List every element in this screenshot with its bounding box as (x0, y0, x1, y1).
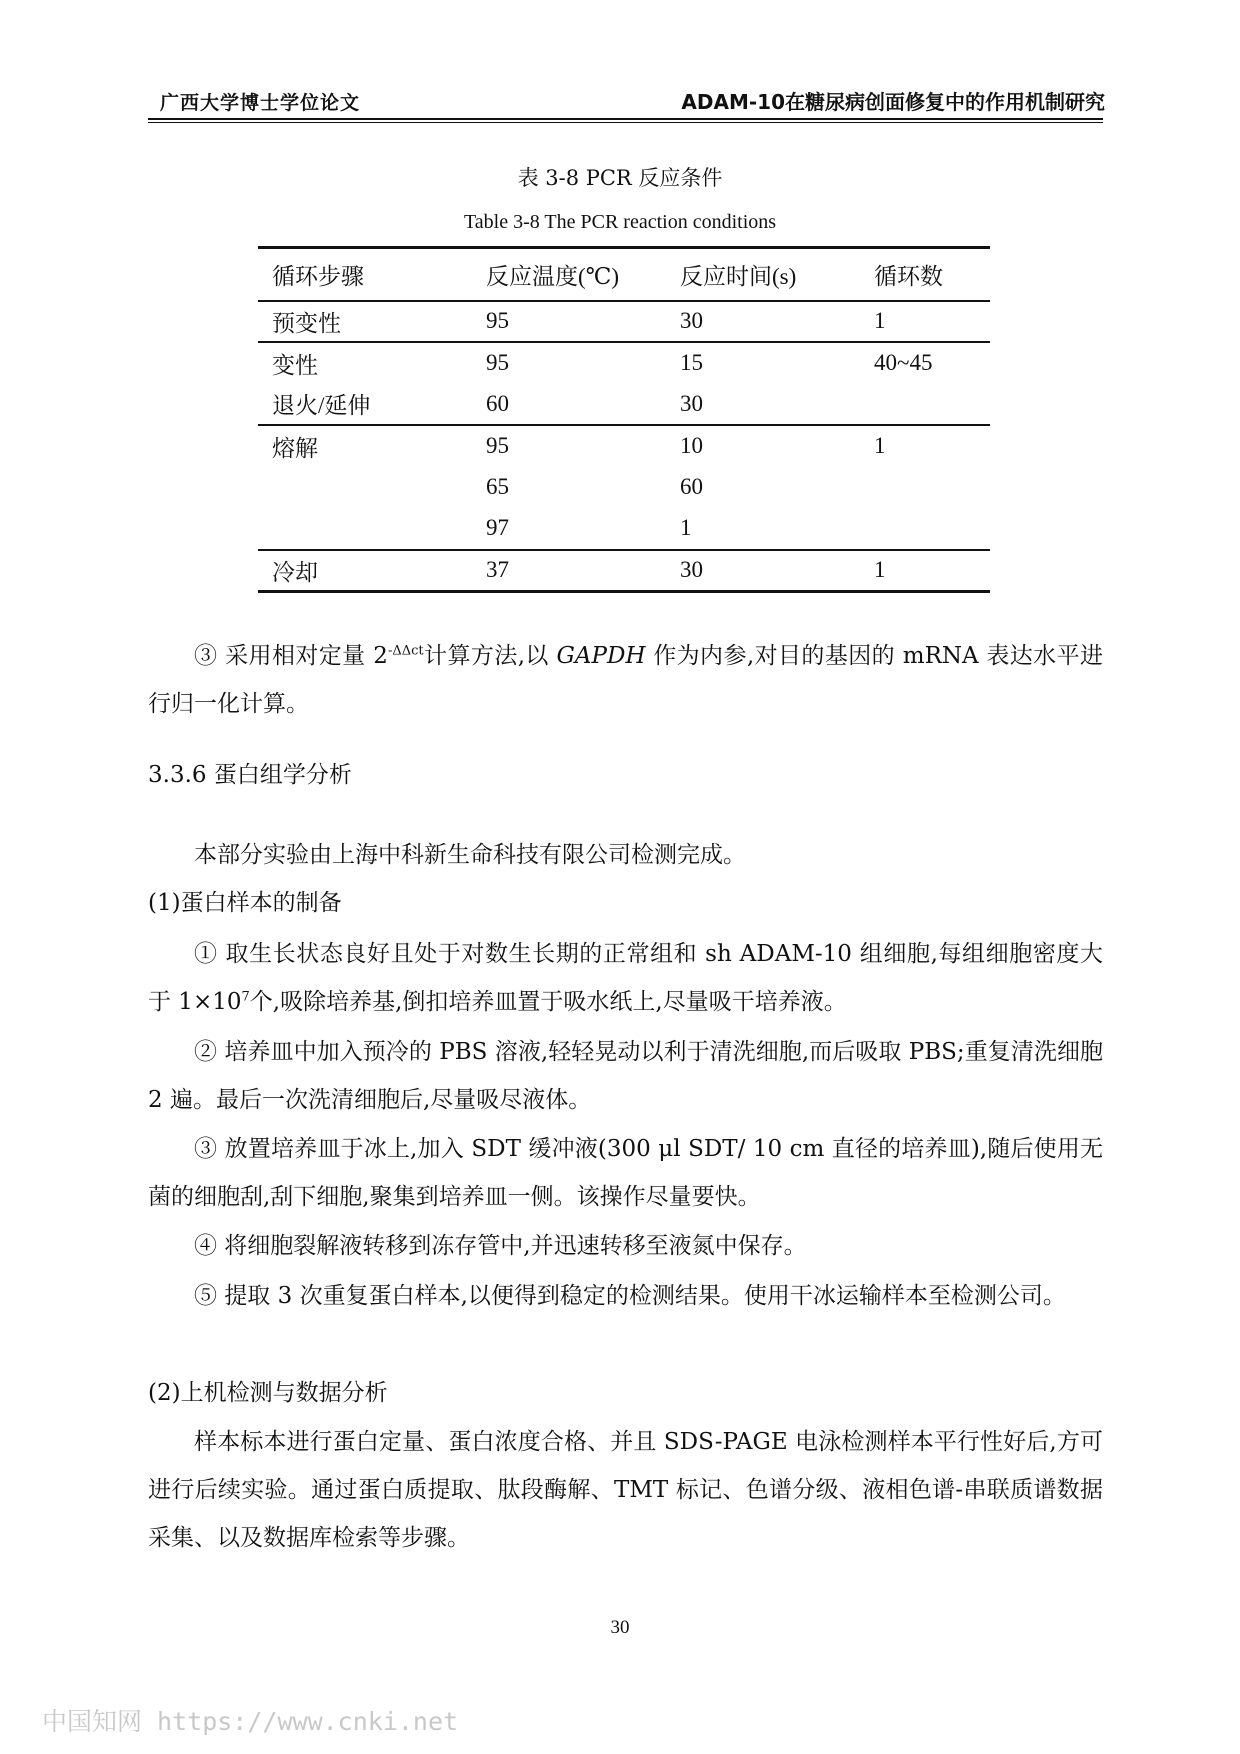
page-number: 30 (610, 1617, 630, 1638)
table-cell: 预变性 (258, 301, 472, 343)
table-header-cell: 反应温度(℃) (472, 248, 666, 301)
table-row (258, 425, 990, 467)
table-cell: 65 (486, 474, 509, 500)
table-cell: 1 (666, 508, 860, 550)
table-cell: 冷却 (258, 550, 472, 592)
paragraph-step5: ⑤ 提取 3 次重复蛋白样本,以便得到稳定的检测结果。使用干冰运输样本至检测公司。 (194, 1283, 1066, 1309)
table-header-cell: 反应时间(s) (666, 248, 860, 301)
table-cell: 1 (860, 301, 990, 343)
table-row (258, 467, 990, 509)
table-row (258, 342, 990, 384)
table-cell: 60 (472, 384, 666, 426)
superscript: -ΔΔct (387, 643, 424, 659)
table-header-row (258, 248, 990, 301)
pcr-conditions-table (258, 246, 990, 593)
paragraph-analysis: 样本标本进行蛋白定量、蛋白浓度合格、并且 SDS-PAGE 电泳检测样本平行性好后,方可进行后续实验。通过蛋白质提取、肽段酶解、TMT 标记、色谱分级、液相色谱-串联质谱数据采集、以及数据库检索等步骤。 (148, 1429, 1103, 1551)
paragraph-step2: ② 培养皿中加入预冷的 PBS 溶液,轻轻晃动以利于清洗细胞,而后吸取 PBS;重复清洗细胞 2 遍。最后一次洗清细胞后,尽量吸尽液体。 (148, 1039, 1103, 1113)
text-run: 个,吸除培养基,倒扣培养皿置于吸水纸上,尽量吸干培养液。 (249, 989, 847, 1015)
subheading-detection: (2)上机检测与数据分析 (148, 1380, 388, 1406)
paragraph-step4: ④ 将细胞裂解液转移到冻存管中,并迅速转移至液氮中保存。 (194, 1233, 807, 1259)
header-rule-thin (148, 122, 1103, 123)
table-cell: 1 (860, 550, 990, 592)
cnki-watermark: 中国知网 https://www.cnki.net (42, 1707, 459, 1736)
table-caption-english: Table 3-8 The PCR reaction conditions (463, 211, 777, 233)
table-cell: 95 (472, 301, 666, 343)
text-run: ③ 采用相对定量 2 (194, 643, 388, 669)
text-run: 作为内参,对目的基因的 mRNA 表达水平进行归一化计算。 (148, 643, 1103, 717)
section-heading: 3.3.6 蛋白组学分析 (148, 762, 352, 788)
subheading-sample-prep: (1)蛋白样本的制备 (148, 890, 342, 916)
gene-name: GAPDH (556, 643, 646, 669)
paragraph-step3-normalization (148, 632, 1103, 728)
table-cell: 30 (666, 301, 860, 343)
text-run: 计算方法,以 (423, 643, 557, 669)
paragraph-step1 (148, 930, 1103, 1026)
superscript: 7 (241, 989, 250, 1005)
text-run: ① 取生长状态良好且处于对数生长期的正常组和 sh ADAM-10 组细胞,每组细胞密度大于 1×10 (148, 941, 1103, 1015)
table-row (258, 301, 990, 343)
table-row (258, 550, 990, 592)
table-cell: 30 (666, 550, 860, 592)
table-cell: 10 (680, 433, 703, 459)
table-cell: 1 (874, 433, 886, 459)
table-cell (258, 467, 472, 509)
table-header-cell: 循环步骤 (258, 248, 472, 301)
page-header-left: 广西大学博士学位论文 (160, 92, 361, 114)
table-cell: 30 (666, 384, 860, 426)
table-row (258, 384, 990, 426)
table-cell: 变性 (272, 352, 318, 378)
table-header-cell: 循环数 (860, 248, 990, 301)
table-row (258, 508, 990, 550)
table-cell (258, 508, 472, 550)
table-cell: 40~45 (874, 350, 933, 376)
page-header-right: ADAM-10在糖尿病创面修复中的作用机制研究 (681, 90, 1105, 114)
table-cell (860, 384, 990, 426)
paragraph-step3: ③ 放置培养皿于冰上,加入 SDT 缓冲液(300 μl SDT/ 10 cm 直径的培养皿),随后使用无菌的细胞刮,刮下细胞,聚集到培养皿一侧。该操作尽量要快。 (148, 1136, 1103, 1210)
table-caption-chinese: 表 3-8 PCR 反应条件 (517, 166, 723, 190)
paragraph-intro: 本部分实验由上海中科新生命科技有限公司检测完成。 (194, 842, 746, 868)
table-cell: 退火/延伸 (258, 384, 472, 426)
table-cell (860, 508, 990, 550)
table-cell: 熔解 (272, 435, 318, 461)
table-cell: 37 (472, 550, 666, 592)
table-cell: 60 (680, 474, 703, 500)
table-cell: 97 (472, 508, 666, 550)
table-cell: 15 (680, 350, 703, 376)
table-cell: 95 (486, 433, 509, 459)
header-rule (148, 118, 1103, 120)
table-cell: 95 (486, 350, 509, 376)
table-cell (860, 467, 990, 509)
